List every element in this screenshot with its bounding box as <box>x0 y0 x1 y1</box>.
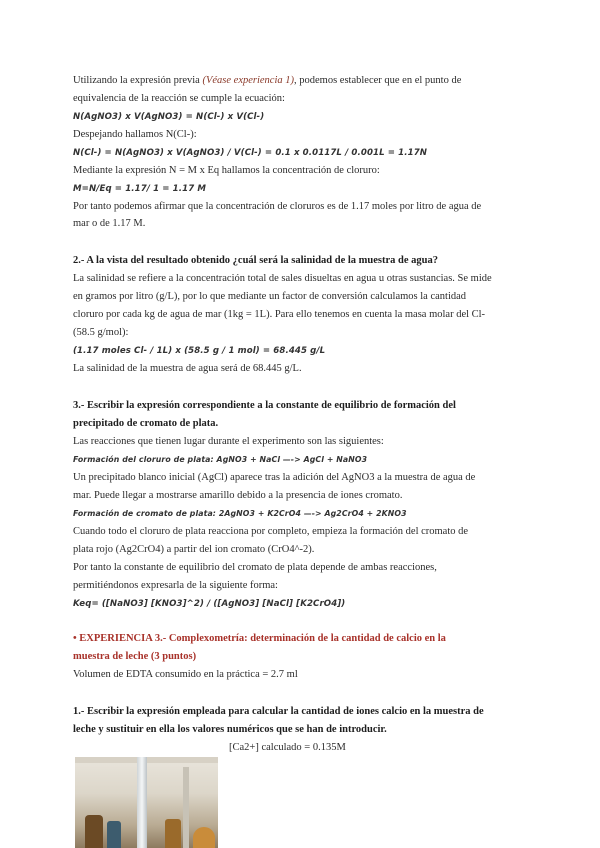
paragraph-line: equivalencia de la reacción se cumple la ecuación: <box>73 93 285 104</box>
paragraph-line <box>73 73 533 89</box>
equation: (1.17 moles Cl- / 1L) x (58.5 g / 1 mol) = 68.445 g/L <box>73 346 326 356</box>
reagent-bottle <box>165 819 181 848</box>
equation: N(AgNO3) x V(AgNO3) = N(Cl-) x V(Cl-) <box>73 112 265 122</box>
paragraph-line: Despejando hallamos N(Cl-): <box>73 129 197 140</box>
paragraph-line: La salinidad de la muestra de agua será de 68.445 g/L. <box>73 363 302 374</box>
stand-rod <box>183 767 189 848</box>
paragraph-line: mar o de 1.17 M. <box>73 218 146 229</box>
text: , podemos establecer que en el punto de <box>294 75 462 86</box>
section-heading: leche y sustituir en ella los valores numéricos que se han de introducir. <box>73 724 387 735</box>
text: Utilizando la expresión previa <box>73 75 203 86</box>
burette <box>137 757 147 848</box>
paragraph-line: Mediante la expresión N = M x Eq hallamos la concentración de cloruro: <box>73 165 380 176</box>
paragraph-line: Un precipitado blanco inicial (AgCl) aparece tras la adición del AgNO3 a la muestra de agua de <box>73 472 476 483</box>
equation: M=N/Eq = 1.17/ 1 = 1.17 M <box>73 184 207 194</box>
equation: N(Cl-) = N(AgNO3) x V(AgNO3) / V(Cl-) = 0.1 x 0.0117L / 0.001L = 1.17N <box>73 148 428 158</box>
reference-link: (Véase experiencia 1) <box>202 75 295 86</box>
paragraph-line: (58.5 g/mol): <box>73 327 129 338</box>
section-heading: precipitado de cromato de plata. <box>73 418 219 429</box>
experiment-heading: • EXPERIENCIA 3.- Complexometría: determinación de la cantidad de calcio en la <box>73 633 446 644</box>
lab-photo <box>75 757 218 848</box>
paragraph-line: mar. Puede llegar a mostrarse amarillo debido a la presencia de iones cromato. <box>73 490 403 501</box>
reaction-equation: Formación del cloruro de plata: AgNO3 + NaCl —-> AgCl + NaNO3 <box>73 455 368 464</box>
section-heading: 1.- Escribir la expresión empleada para calcular la cantidad de iones calcio en la muestra de <box>73 706 484 717</box>
paragraph-line: Cuando todo el cloruro de plata reacciona por completo, empieza la formación del cromato de <box>73 526 469 537</box>
paragraph-line: Por tanto la constante de equilibrio del cromato de plata depende de ambas reacciones, <box>73 562 437 573</box>
paragraph-line: cloruro por cada kg de agua de mar (1kg = 1L). Para ello tenemos en cuenta la masa molar del Cl- <box>73 309 486 320</box>
reagent-bottle <box>107 821 121 848</box>
paragraph-line: Volumen de EDTA consumido en la práctica = 2.7 ml <box>73 669 298 680</box>
section-heading: 2.- A la vista del resultado obtenido ¿cuál será la salinidad de la muestra de agua? <box>73 255 439 266</box>
paragraph-line: plata rojo (Ag2CrO4) a partir del ion cromato (CrO4^-2). <box>73 544 315 555</box>
paragraph-line: en gramos por litro (g/L), por lo que mediante un factor de conversión calculamos la cantidad <box>73 291 467 302</box>
result-line: [Ca2+] calculado = 0.135M <box>229 742 346 753</box>
experiment-heading: muestra de leche (3 puntos) <box>73 651 197 662</box>
reagent-bottle <box>85 815 103 848</box>
flask <box>193 827 215 848</box>
paragraph-line: Las reacciones que tienen lugar durante el experimento son las siguientes: <box>73 436 384 447</box>
section-heading: 3.- Escribir la expresión correspondiente a la constante de equilibrio de formación del <box>73 400 456 411</box>
paragraph-line: Por tanto podemos afirmar que la concentración de cloruros es de 1.17 moles por litro de agua de <box>73 201 482 212</box>
paragraph-line: permitiéndonos expresarla de la siguiente forma: <box>73 580 278 591</box>
equation: Keq= ([NaNO3] [KNO3]^2) / ([AgNO3] [NaCl] [K2CrO4]) <box>73 599 346 609</box>
reaction-equation: Formación de cromato de plata: 2AgNO3 + K2CrO4 —-> Ag2CrO4 + 2KNO3 <box>73 509 407 518</box>
paragraph-line: La salinidad se refiere a la concentración total de sales disueltas en agua u otras sustancias. Se mide <box>73 273 492 284</box>
